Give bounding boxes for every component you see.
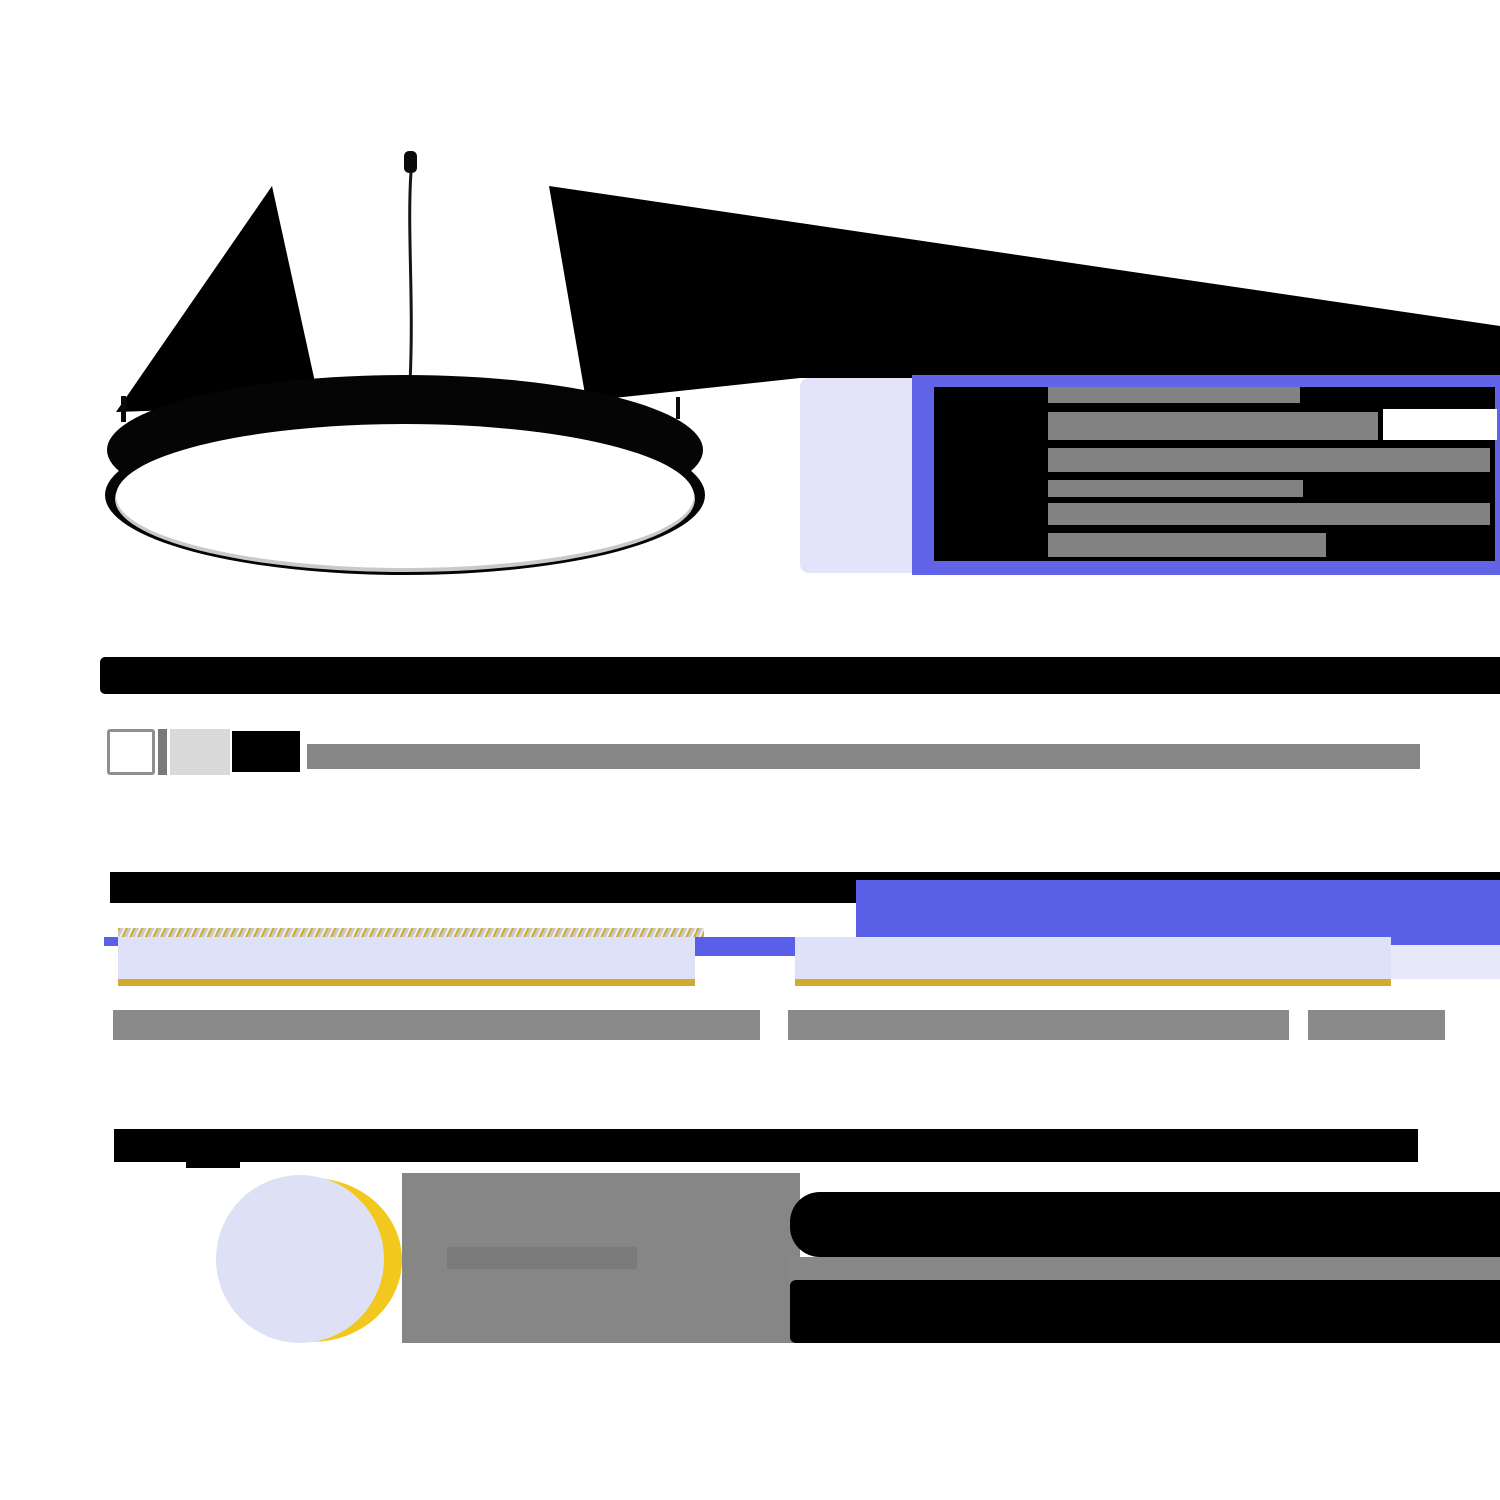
variants-selected-overlay[interactable] xyxy=(856,880,1500,937)
variant-option-1[interactable] xyxy=(118,937,695,979)
info-text-line-6 xyxy=(1048,533,1326,557)
variant-caption-2-redacted xyxy=(788,1010,1289,1040)
thumbnail-swatch[interactable] xyxy=(216,1175,384,1343)
thumbnail-panel-text-redacted xyxy=(447,1247,637,1269)
product-title-redacted xyxy=(100,657,1500,694)
variant-option-2-extension xyxy=(1391,945,1500,979)
left-cable xyxy=(116,186,320,412)
cable-tick-right xyxy=(676,397,680,419)
variant-option-1-underline xyxy=(118,979,695,986)
right-cable xyxy=(549,186,1500,400)
info-box-label-swatch xyxy=(800,378,912,573)
checkbox-label-swatch xyxy=(170,729,230,775)
price-line-2-redacted xyxy=(790,1280,1500,1343)
checkbox-label-text-redacted xyxy=(307,744,1420,769)
cable-tick-left xyxy=(121,396,126,422)
info-text-line-3 xyxy=(1048,448,1490,472)
variant-option-2-underline xyxy=(795,979,1391,986)
variants-heading-sliver xyxy=(110,872,1500,880)
footer-heading-redacted xyxy=(114,1129,1418,1162)
diffuser xyxy=(116,424,694,568)
variant-option-2[interactable] xyxy=(795,937,1391,979)
info-text-line-4 xyxy=(1048,480,1303,497)
variant-caption-1-redacted xyxy=(113,1010,760,1040)
info-text-line-1 xyxy=(1048,387,1300,403)
price-line-1-redacted xyxy=(790,1192,1500,1257)
checkbox-strip xyxy=(158,729,167,775)
checkbox[interactable] xyxy=(107,729,155,775)
info-text-line-2 xyxy=(1048,412,1378,440)
info-text-line-5 xyxy=(1048,503,1490,525)
price-separator-text-redacted xyxy=(788,1257,1500,1280)
ceiling-hook-icon xyxy=(404,151,417,173)
variant-option-1-hatch-border xyxy=(118,928,704,937)
checkbox-label-bold-redacted xyxy=(232,731,300,772)
suspension-wire xyxy=(410,172,412,383)
info-box-white-patch xyxy=(1383,409,1497,440)
variant-option-1-marker xyxy=(104,937,118,946)
footer-heading-descender xyxy=(186,1162,240,1168)
variants-heading-redacted xyxy=(110,880,856,903)
variant-connector xyxy=(695,937,795,956)
variant-caption-3-redacted xyxy=(1308,1010,1445,1040)
